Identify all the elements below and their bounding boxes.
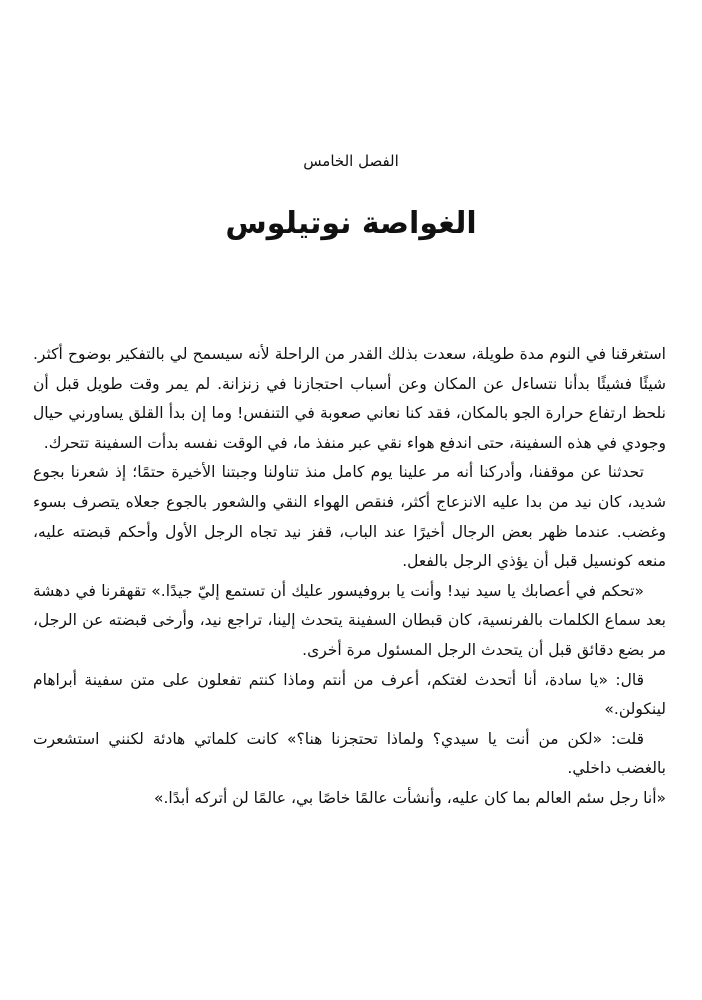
chapter-label: الفصل الخامس <box>303 152 399 170</box>
chapter-body <box>33 340 666 814</box>
paragraph: تحدثنا عن موقفنا، وأدركنا أنه مر علينا يوم كامل منذ تناولنا وجبتنا الأخيرة حتمًا؛ إذ شعرنا بجوع شديد، كان نيد من بدا عليه الانزعاج أكثر، فنقص الهواء النقي والشعور بالجوع جعلاه يتصرف بسوء وغضب. عندما ظهر بعض الرجال أخيرًا عند الباب، قفز نيد تجاه الرجل الأول وأحكم قبضته عليه، منعه كونسيل قبل أن يؤذي الرجل بالفعل. <box>33 463 666 571</box>
paragraph: «تحكم في أعصابك يا سيد نيد! وأنت يا بروفيسور عليك أن تستمع إليّ جيدًا.» تقهقرنا في دهشة بعد سماع الكلمات بالفرنسية، كان قبطان السفينة يتحدث إلينا، تراجع نيد، وأرخى قبضته عن الرجل، مر بضع دقائق قبل أن يتحدث الرجل المسئول مرة أخرى. <box>33 581 666 659</box>
chapter-title: الغواصة نوتيلوس <box>225 206 477 241</box>
paragraph: «أنا رجل سئم العالم بما كان عليه، وأنشأت عالمًا خاصًا بي، عالمًا لن أتركه أبدًا.» <box>154 788 666 807</box>
paragraph: قلت: «لكن من أنت يا سيدي؟ ولماذا تحتجزنا هنا؟» كانت كلماتي هادئة لكنني استشعرت بالغضب داخلي. <box>33 729 666 778</box>
paragraph: استغرقنا في النوم مدة طويلة، سعدت بذلك القدر من الراحلة لأنه سيسمح لي بالتفكير بوضوح أكثر. شيئًا فشيئًا بدأنا نتساءل عن المكان وعن أسباب احتجازنا في زنزانة. لم يمر وقت طويل قبل أن نلحظ ارتفاع حرارة الجو بالمكان، فقد كنا نعاني صعوبة في التنفس! وما إن بدأ القلق يساورني حيال وجودي في هذه السفينة، حتى اندفع هواء نقي عبر منفذ ما، في الوقت نفسه بدأت السفينة تتحرك. <box>33 345 666 452</box>
paragraph: قال: «يا سادة، أنا أتحدث لغتكم، أعرف من أنتم وماذا كنتم تفعلون على متن سفينة أبراهام لينكولن.» <box>33 670 666 719</box>
